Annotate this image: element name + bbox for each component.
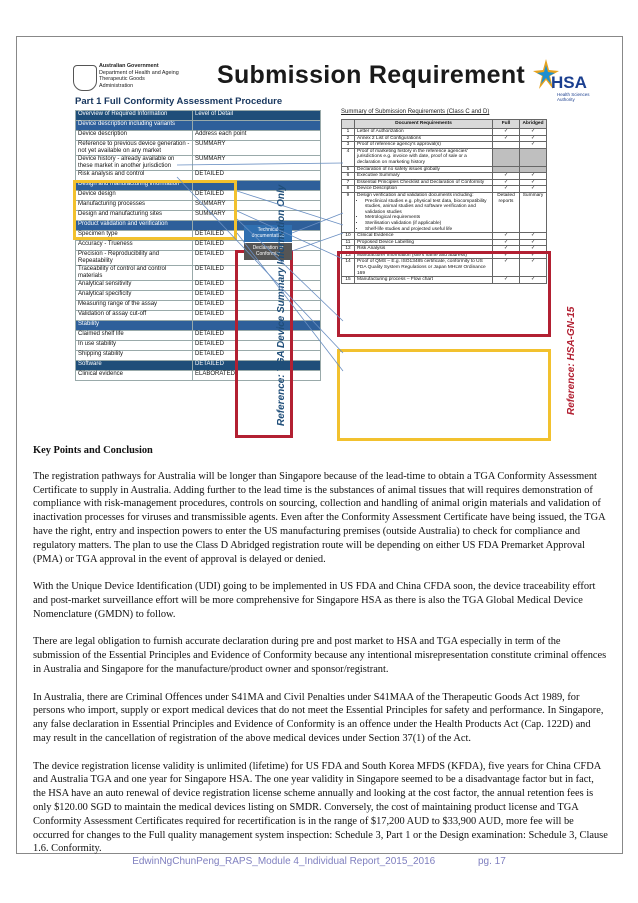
table-cell: Specimen type xyxy=(76,231,193,241)
full-cell: ✓ xyxy=(493,246,520,253)
table-cell: DETAILED xyxy=(193,171,321,181)
table-cell: Device design xyxy=(76,191,193,201)
requirement-label: Annex 2 List of Configurations xyxy=(357,135,421,141)
requirement-label: Clinical Evidence xyxy=(357,233,394,239)
table-cell: DETAILED xyxy=(193,251,321,266)
table-cell: ELABORATED xyxy=(193,371,321,381)
row-number: 10 xyxy=(342,233,355,240)
abridged-cell: ✓ xyxy=(520,179,547,186)
hsa-summary-title: Summary of Submission Requirements (Class C and D) xyxy=(341,109,490,115)
table-cell: DETAILED xyxy=(193,231,321,241)
abridged-cell: ✓ xyxy=(520,186,547,193)
section-heading: Key Points and Conclusion xyxy=(33,445,153,456)
table-cell: Software xyxy=(76,361,193,371)
abridged-cell: ✓ xyxy=(520,233,547,240)
abridged-cell: ✓ xyxy=(520,259,547,277)
full-cell: ✓ xyxy=(493,129,520,136)
requirement-label: Executive Summary xyxy=(357,173,400,179)
table-cell: Claimed shelf life xyxy=(76,331,193,341)
abridged-cell: ✓ xyxy=(520,129,547,136)
abridged-cell: ✓ xyxy=(520,252,547,259)
full-cell: ✓ xyxy=(493,259,520,277)
table-header-cell: Document Requirements xyxy=(355,120,493,129)
table-header-cell: Abridged xyxy=(520,120,547,129)
table-cell: Design and manufacturing sites xyxy=(76,211,193,221)
table-header-cell: Level of Detail xyxy=(193,111,321,121)
requirement-label: Manufacturer Information (site's name and address) xyxy=(357,252,467,258)
table-cell: Design and manufacturing information xyxy=(76,181,193,191)
list-item: • Metrological requirements xyxy=(365,215,490,221)
row-number: 6 xyxy=(342,173,355,180)
submission-slide-image xyxy=(47,53,593,441)
table-cell: DETAILED xyxy=(193,341,321,351)
paragraph: The device registration license validity is unlimited (lifetime) for US FDA and South Korea MFDS (KFDA), five years for China CFDA and Australia TGA and one year for Singapore HSA. The one year validity in Singapore seemed to be a disadvantage factor but in fact, the HSA have an auto renewal of device registration license scheme annually and looking at the cost factor, the annual retention fees is only $120.00 SGD to maintain the medical devices listing on SMDR. Conversely, the cost of maintaining product license and TGA Conformity Assessment Certificates required for recertification is in the range of $17,200 AUD to $33,900 AUD, more fee will be occurred for changes to the Full quality management system inspection: Schedule 3, Part 1 or the Design examination: Schedule 3, Clause 1.6. Conformity. xyxy=(33,760,608,855)
paragraph: The registration pathways for Australia will be longer than Singapore because of the lead-time to obtain a TGA Conformity Assessment Certificate to supply in Australia. Adding further to the lead time is the substances of animal tissues that will requires demonstration of compliance with risk-management procedures, controls on sourcing, collection and handling of animal origin materials and validation of inactivation processes for viruses and transmissible agents. Even after the Conformity Assessment Certificate have being issued, the TGA have the right, entry and inspection powers to enter the US manufacturing premises (outside Australia) to check for compliance and regulatory matters. The plan to use the Class D Abridged registration route will be depending on either US FDA Premarket Approval (PMA) or TGA approval in the event of approval is delayed or denied. xyxy=(33,470,606,565)
table-cell: SUMMARY xyxy=(193,211,321,221)
table-cell: DETAILED xyxy=(193,241,321,251)
table-cell: Address each point xyxy=(193,131,321,141)
requirement-label: Proof of reference agency's approval(s) xyxy=(357,142,441,148)
abridged-cell: ✓ xyxy=(520,135,547,142)
hsa-subtitle: Health Sciences Authority xyxy=(557,92,590,102)
paragraph: With the Unique Device Identification (UDI) going to be implemented in US FDA and China CFDA soon, the device traceability effort and post-market surveillance effort will be more comprehensive for Singapore HSA as there is also the TGA Global Medical Device Nomenclature (GMDN) to follow. xyxy=(33,581,596,620)
paragraph: In Australia, there are Criminal Offences under S41MA and Civil Penalties under S41MAA of the Therapeutic Goods Act 1989, for persons who import, supply or export medical devices that do not meet the Essential Principles for safety and performance. In Singapore, any false declaration in Essential Principles and Evidence of Conformity is an offence under the Health Products Act (Cap. 122D) and may result in the cancellation of registration of the above medical devices under Section 37(1) of the Act. xyxy=(33,691,604,744)
row-number: 5 xyxy=(342,166,355,173)
table-cell: Product validation and verification xyxy=(76,221,193,231)
hsa-name: HSA xyxy=(551,73,587,92)
full-cell: ✓ xyxy=(493,135,520,142)
table-cell: Measuring range of the assay xyxy=(76,301,193,311)
table-cell: Risk analysis and control xyxy=(76,171,193,181)
list-item: • Preclinical studies e.g. physical test data, biocompatibility studies, animal studies and software verification and validation studies xyxy=(365,199,490,216)
gov-logo-line: Department of Health and Ageing xyxy=(99,69,179,76)
full-cell: ✓ xyxy=(493,277,520,284)
row-number: 2 xyxy=(342,135,355,142)
gov-logo-line: Therapeutic Goods Administration xyxy=(99,76,145,89)
full-cell: ✓ xyxy=(493,173,520,180)
row-number: 15 xyxy=(342,277,355,284)
full-cell: ✓ xyxy=(493,186,520,193)
row-number: 1 xyxy=(342,129,355,136)
table-cell: DETAILED xyxy=(193,351,321,361)
table-cell: DETAILED xyxy=(193,266,321,281)
abridged-cell: ✓ xyxy=(520,173,547,180)
abridged-cell: ✓ xyxy=(520,239,547,246)
table-cell: Manufacturing processes xyxy=(76,201,193,211)
row-number: 3 xyxy=(342,142,355,149)
table-header-cell: Overview of Required Information xyxy=(76,111,193,121)
reference-tga-label: Reference: TGA Device Summary Information Only xyxy=(276,184,287,426)
requirement-label: Design verification and validation documents including: xyxy=(357,192,474,198)
paragraph: There are legal obligation to furnish accurate declaration during pre and post market to HSA and TGA especially in term of the submission of the Essential Principles and Evidence of Conformity because any intentional misrepresentation constitute criminal offences in Australia and Singapore for the manufacture/product owner and sponsor/registrant. xyxy=(33,636,607,675)
table-cell: Stability xyxy=(76,321,193,331)
list-item: • Sterilisation validation (if applicable) xyxy=(365,221,490,227)
table-cell: DETAILED xyxy=(193,361,321,371)
requirement-label: Declaration of no safety issues globally xyxy=(357,166,440,172)
gov-logo-line: Australian Government xyxy=(99,63,159,69)
requirement-label: Manufacturing process – Flow chart xyxy=(357,277,433,283)
table-cell: Device description including variants xyxy=(76,121,193,131)
table-cell: Device history - already available on these market in another jurisdiction xyxy=(76,156,193,171)
full-cell: ✓ xyxy=(493,179,520,186)
requirement-label: Proof of QMS – E.g. ISO13485 certificate, conformity to US FDA Quality System Regulations or Japan MHLW Ordinance 169 xyxy=(357,259,486,276)
slide-title: Submission Requirement xyxy=(217,61,526,89)
abridged-cell: Summary xyxy=(520,192,547,232)
footer-page-number: pg. 17 xyxy=(477,856,506,867)
table-cell: DETAILED xyxy=(193,291,321,301)
requirement-label: Essential Principles Checklist and Declaration of Conformity xyxy=(357,179,485,185)
table-cell: Device description xyxy=(76,131,193,141)
declaration-of-conformity-callout: Declaration of Conformity xyxy=(244,243,292,260)
table-header-cell: Full xyxy=(493,120,520,129)
abridged-cell: ✓ xyxy=(520,277,547,284)
requirement-label: Risk Analysis xyxy=(357,246,386,252)
row-number: 14 xyxy=(342,259,355,277)
row-number: 8 xyxy=(342,186,355,193)
abridged-cell: ✓ xyxy=(520,246,547,253)
full-cell: ✓ xyxy=(493,252,520,259)
table-cell: DETAILED xyxy=(193,311,321,321)
full-cell: Detailed reports xyxy=(493,192,520,232)
table-cell: DETAILED xyxy=(193,281,321,291)
part-title: Part 1 Full Conformity Assessment Procedure xyxy=(75,96,283,107)
table-cell: Shipping stability xyxy=(76,351,193,361)
row-number: 13 xyxy=(342,252,355,259)
full-cell: ✓ xyxy=(493,239,520,246)
abridged-cell: ✓ xyxy=(520,142,547,149)
table-cell: DETAILED xyxy=(193,331,321,341)
footer-document-name: EdwinNgChunPeng_RAPS_Module 4_Individual Report_2015_2016 xyxy=(132,856,436,867)
table-cell: SUMMARY xyxy=(193,156,321,171)
table-cell: Reference to previous device generation - not yet available on any market xyxy=(76,141,193,156)
requirement-label: Device Description xyxy=(357,186,397,192)
row-number: 4 xyxy=(342,148,355,166)
reference-hsa-label: Reference: HSA-GN-15 xyxy=(566,306,577,415)
document-body xyxy=(33,444,608,870)
requirement-label: Proof of marketing history in the reference agencies' jurisdictions e.g. invoice with date, proof of sale or a declaration on marketing history xyxy=(357,148,468,165)
row-number: 11 xyxy=(342,239,355,246)
row-number: 7 xyxy=(342,179,355,186)
list-item: • Shelf-life studies and projected useful life xyxy=(365,227,490,233)
table-cell: Analytical sensitivity xyxy=(76,281,193,291)
row-number: 9 xyxy=(342,192,355,232)
table-cell: Analytical specificity xyxy=(76,291,193,301)
table-cell: Validation of assay cut-off xyxy=(76,311,193,321)
technical-documentation-callout: Technical documentation xyxy=(244,225,292,242)
table-cell: DETAILED xyxy=(193,191,321,201)
table-cell: In use stability xyxy=(76,341,193,351)
table-cell: Precision - Reproducibility and Repeatability xyxy=(76,251,193,266)
table-cell: Clinical evidence xyxy=(76,371,193,381)
row-number: 12 xyxy=(342,246,355,253)
page-footer xyxy=(0,856,638,867)
requirement-label: Letter of Authorization xyxy=(357,129,404,134)
table-cell: DETAILED xyxy=(193,301,321,311)
table-cell: SUMMARY xyxy=(193,141,321,156)
requirement-label: Proposed Device Labelling xyxy=(357,239,415,245)
table-cell: Traceability of control and control materials xyxy=(76,266,193,281)
connector-lines xyxy=(47,53,593,441)
table-cell: Accuracy - Trueness xyxy=(76,241,193,251)
table-cell: SUMMARY xyxy=(193,201,321,211)
full-cell: ✓ xyxy=(493,233,520,240)
